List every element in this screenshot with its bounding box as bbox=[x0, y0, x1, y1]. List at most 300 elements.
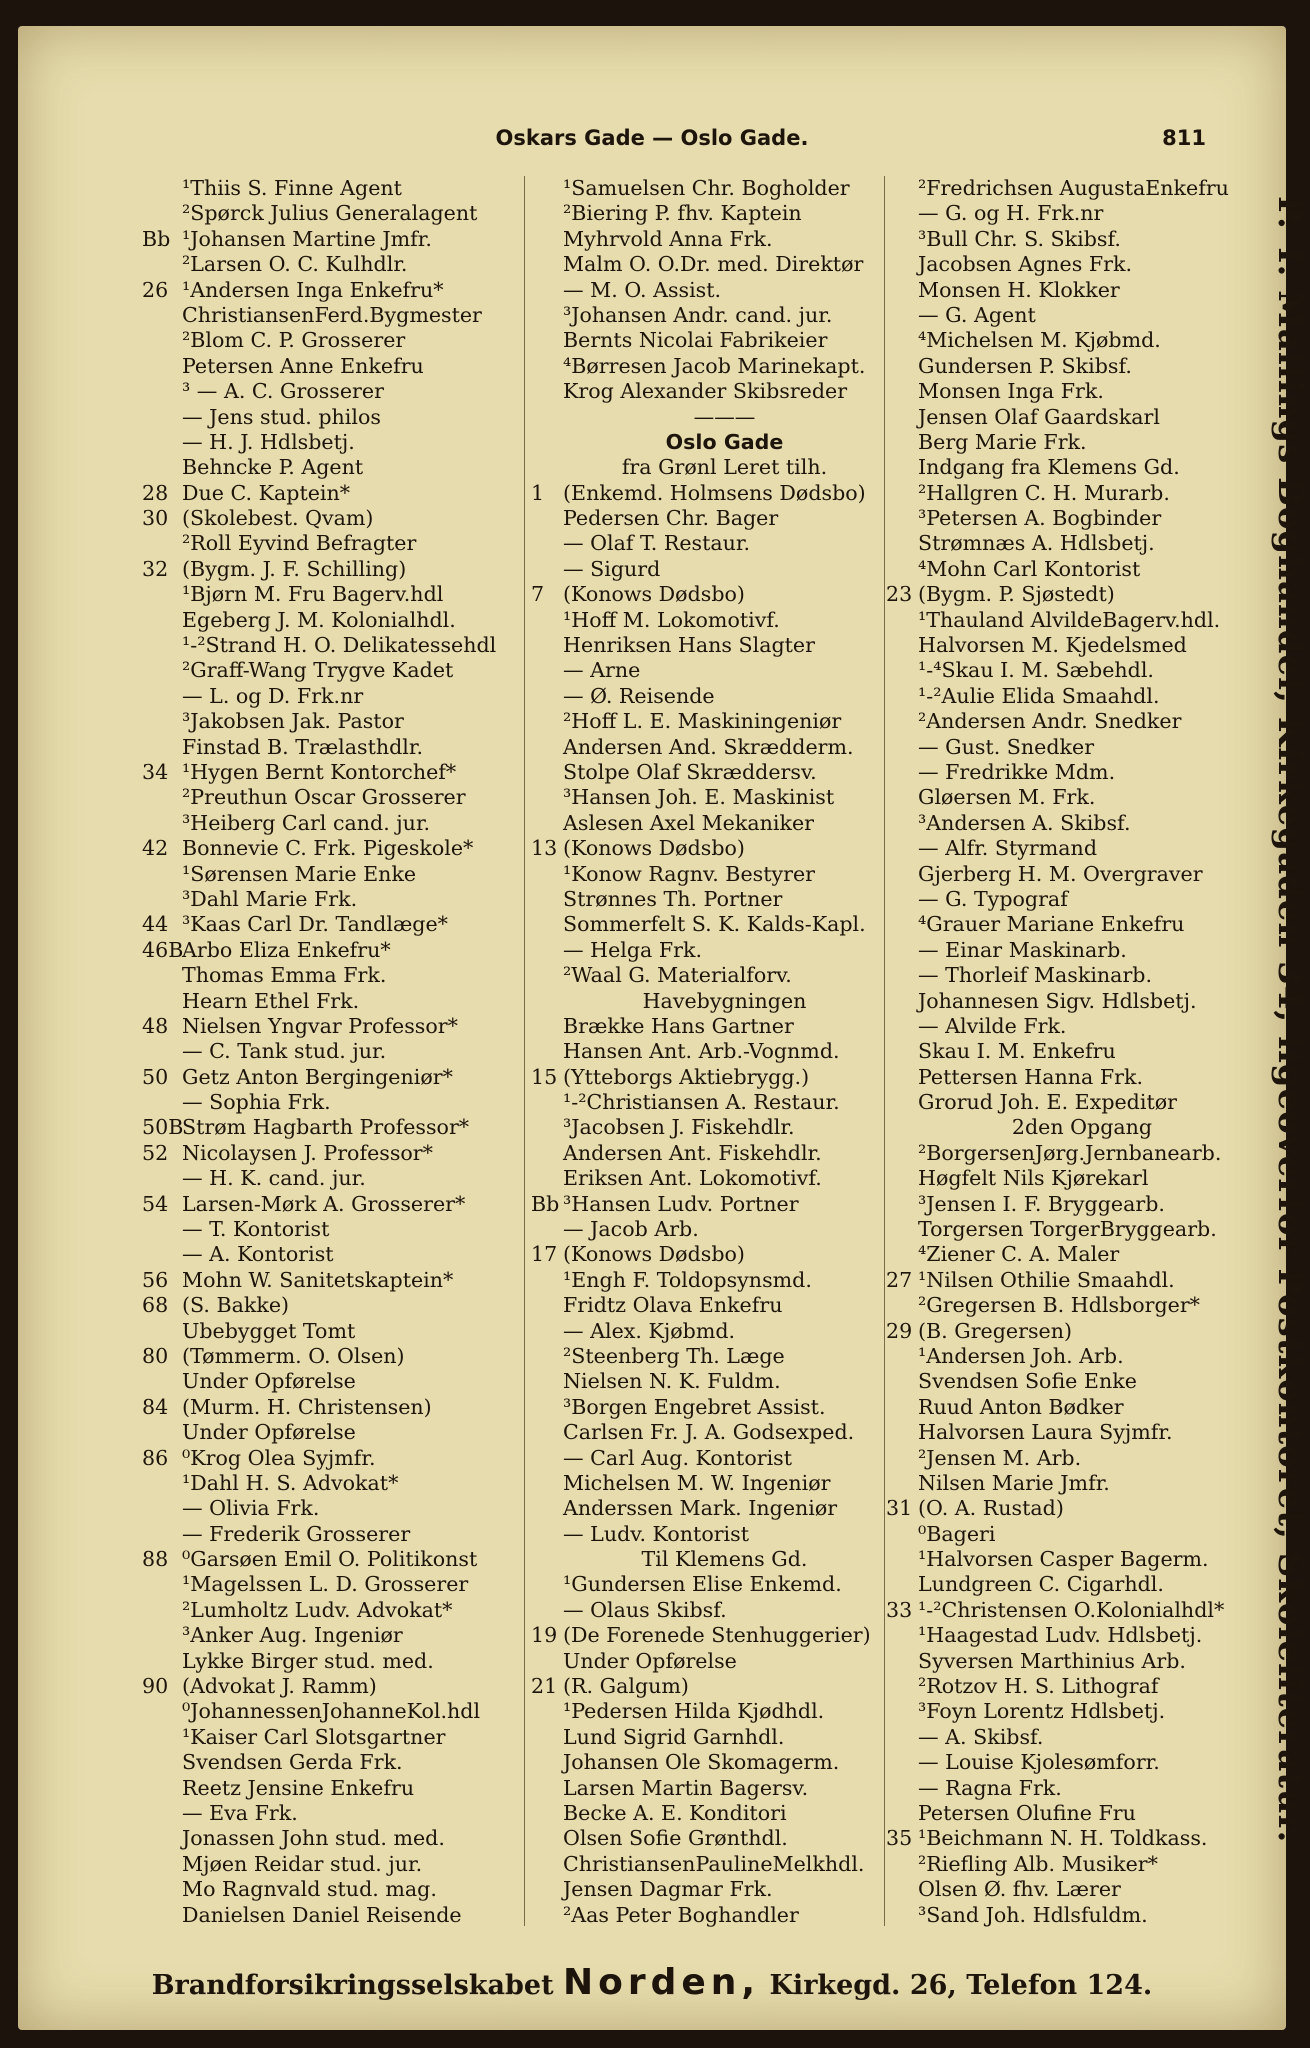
directory-entry bbox=[531, 1293, 886, 1318]
entry-text: ¹-²Christiansen A. Restaur. bbox=[563, 1090, 840, 1115]
house-number bbox=[142, 633, 182, 658]
entry-text: Andersen Ant. Fiskehdlr. bbox=[563, 1140, 822, 1165]
entry-text: ²Spørck Julius Generalagent bbox=[182, 201, 478, 226]
entry-text: Syversen Marthinius Arb. bbox=[918, 1648, 1186, 1673]
directory-entry bbox=[886, 1065, 1246, 1090]
directory-entry bbox=[148, 1369, 526, 1394]
entry-text: Pedersen Chr. Bager bbox=[563, 506, 779, 531]
directory-entry bbox=[142, 1267, 526, 1293]
entry-text: ⁰JohannessenJohanneKol.hdl bbox=[182, 1699, 481, 1724]
house-number: 19 bbox=[531, 1623, 558, 1648]
entry-text: Jonassen John stud. med. bbox=[182, 1826, 445, 1851]
directory-entry bbox=[531, 354, 886, 379]
house-number: 50B bbox=[142, 1115, 184, 1140]
entry-text: Mjøen Reidar stud. jur. bbox=[182, 1851, 423, 1876]
house-number: 88 bbox=[142, 1547, 169, 1572]
directory-entry bbox=[886, 201, 1246, 226]
entry-text: Krog Alexander Skibsreder bbox=[563, 379, 848, 404]
entry-text: Lund Sigrid Garnhdl. bbox=[563, 1724, 785, 1749]
directory-entry bbox=[531, 1826, 886, 1851]
entry-text: Michelsen M. W. Ingeniør bbox=[563, 1470, 831, 1495]
entry-text: — Fredrikke Mdm. bbox=[918, 759, 1116, 784]
house-number bbox=[142, 354, 182, 379]
directory-entry bbox=[148, 1776, 526, 1801]
entry-text: Lundgreen C. Cigarhdl. bbox=[918, 1572, 1164, 1597]
house-number bbox=[531, 811, 563, 836]
directory-entry bbox=[531, 531, 886, 556]
directory-entry bbox=[531, 760, 886, 785]
entry-text: ⁴Børresen Jacob Marinekapt. bbox=[563, 353, 866, 378]
entry-text: Berg Marie Frk. bbox=[918, 429, 1087, 454]
house-number bbox=[142, 1852, 182, 1877]
entry-text: ——— bbox=[693, 404, 756, 429]
directory-entry bbox=[531, 328, 886, 353]
house-number bbox=[886, 1166, 918, 1191]
house-number bbox=[531, 1776, 563, 1801]
entry-text: — Helga Frk. bbox=[563, 937, 703, 962]
directory-entry bbox=[531, 608, 886, 633]
entry-text: (Tømmerm. O. Olsen) bbox=[182, 1343, 405, 1368]
directory-entry bbox=[886, 912, 1246, 937]
house-number: 21 bbox=[531, 1674, 558, 1699]
house-number bbox=[531, 1344, 563, 1369]
footer-left: Brandforsikringsselskabet bbox=[151, 1970, 554, 2001]
entry-text: ⁰Bageri bbox=[918, 1521, 996, 1546]
house-number: 13 bbox=[531, 836, 558, 861]
directory-entry bbox=[531, 1598, 886, 1623]
house-number bbox=[886, 1065, 918, 1090]
house-number bbox=[886, 785, 918, 810]
entry-text: Lykke Birger stud. med. bbox=[182, 1648, 434, 1673]
house-number bbox=[886, 1242, 918, 1267]
entry-text: — G. Agent bbox=[918, 302, 1036, 327]
entry-text: Til Klemens Gd. bbox=[641, 1547, 808, 1572]
directory-entry bbox=[886, 481, 1246, 506]
entry-text: (Murm. H. Christensen) bbox=[182, 1394, 432, 1419]
house-number bbox=[886, 1852, 918, 1877]
entry-text: Fridtz Olava Enkefru bbox=[563, 1293, 783, 1318]
entry-text: Grorud Joh. E. Expeditør bbox=[918, 1090, 1177, 1115]
house-number bbox=[142, 1039, 182, 1064]
house-number bbox=[531, 1268, 563, 1293]
entry-text: (Ytteborgs Aktiebrygg.) bbox=[563, 1064, 810, 1089]
entry-text: Carlsen Fr. J. A. Godsexped. bbox=[563, 1420, 855, 1445]
directory-entry bbox=[531, 201, 886, 226]
directory-entry bbox=[148, 1826, 526, 1851]
entry-text: Johannesen Sigv. Hdlsbetj. bbox=[918, 988, 1197, 1013]
directory-entry bbox=[886, 1242, 1246, 1267]
entry-text: ²Riefling Alb. Musiker* bbox=[918, 1851, 1158, 1876]
house-number bbox=[142, 1725, 182, 1750]
entry-text: ³Heiberg Carl cand. jur. bbox=[182, 810, 431, 835]
directory-entry bbox=[531, 1801, 886, 1826]
house-number bbox=[886, 1649, 918, 1674]
directory-entry bbox=[531, 1242, 886, 1267]
entry-text: Reetz Jensine Enkefru bbox=[182, 1775, 415, 1800]
entry-text: — Einar Maskinarb. bbox=[918, 937, 1127, 962]
entry-text: Bonnevie C. Frk. Pigeskole* bbox=[182, 836, 474, 861]
directory-entry bbox=[531, 1852, 886, 1877]
house-number bbox=[531, 531, 563, 556]
entry-text: Henriksen Hans Slagter bbox=[563, 633, 815, 658]
directory-entry bbox=[531, 481, 886, 506]
house-number bbox=[886, 735, 918, 760]
entry-text: Gundersen P. Skibsf. bbox=[918, 353, 1132, 378]
house-number bbox=[531, 862, 563, 887]
entry-text: Thomas Emma Frk. bbox=[182, 963, 387, 988]
entry-text: — Thorleif Maskinarb. bbox=[918, 963, 1153, 988]
entry-text: Becke A. E. Konditori bbox=[563, 1801, 787, 1825]
entry-text: (Bygm. P. Sjøstedt) bbox=[918, 582, 1115, 607]
house-number bbox=[531, 1420, 563, 1445]
directory-entry bbox=[886, 1776, 1246, 1801]
directory-entry bbox=[531, 252, 886, 277]
entry-text: — Carl Aug. Kontorist bbox=[563, 1445, 793, 1470]
house-number bbox=[886, 760, 918, 785]
entry-text: — H. J. Hdlsbetj. bbox=[182, 429, 355, 454]
directory-entry bbox=[886, 506, 1246, 531]
house-number bbox=[886, 684, 918, 709]
entry-text: — Olivia Frk. bbox=[182, 1496, 320, 1521]
house-number bbox=[886, 963, 918, 988]
entry-text: Bernts Nicolai Fabrikeier bbox=[563, 328, 828, 353]
directory-entry bbox=[531, 735, 886, 760]
house-number bbox=[142, 887, 182, 912]
house-number bbox=[531, 608, 563, 633]
directory-entry bbox=[142, 1343, 526, 1369]
directory-entry bbox=[531, 1217, 886, 1242]
entry-text: (S. Bakke) bbox=[182, 1293, 290, 1318]
house-number: 90 bbox=[142, 1674, 169, 1699]
directory-entry bbox=[148, 684, 526, 709]
house-number bbox=[142, 531, 182, 556]
house-number: 7 bbox=[531, 582, 545, 607]
house-number bbox=[142, 1598, 182, 1623]
directory-entry bbox=[886, 989, 1246, 1014]
house-number: 17 bbox=[531, 1242, 558, 1267]
house-number bbox=[886, 862, 918, 887]
entry-text: — M. O. Assist. bbox=[563, 277, 722, 302]
house-number bbox=[886, 481, 918, 506]
entry-text: Danielsen Daniel Reisende bbox=[182, 1902, 462, 1927]
directory-page bbox=[18, 26, 1310, 2030]
entry-text: — Olaus Skibsf. bbox=[563, 1597, 727, 1622]
house-number bbox=[142, 1877, 182, 1902]
house-number bbox=[886, 709, 918, 734]
house-number bbox=[142, 1166, 182, 1191]
directory-entry bbox=[142, 759, 526, 785]
house-number: Bb bbox=[142, 226, 171, 251]
entry-text: Due C. Kaptein* bbox=[182, 480, 351, 505]
entry-text: Høgfelt Nils Kjørekarl bbox=[918, 1166, 1149, 1191]
directory-entry bbox=[148, 1166, 526, 1191]
house-number bbox=[531, 887, 563, 912]
entry-text: Olsen Sofie Grønthdl. bbox=[563, 1826, 788, 1851]
entry-text: Hearn Ethel Frk. bbox=[182, 988, 360, 1013]
house-number bbox=[142, 1319, 182, 1344]
directory-entry bbox=[148, 1852, 526, 1877]
directory-entry bbox=[531, 1344, 886, 1369]
entry-text: — Olaf T. Restaur. bbox=[563, 531, 751, 556]
entry-text: (R. Galgum) bbox=[563, 1674, 689, 1699]
entry-text: ¹Magelssen L. D. Grosserer bbox=[182, 1572, 469, 1597]
directory-entry bbox=[142, 277, 526, 303]
entry-text: ²Steenberg Th. Læge bbox=[563, 1343, 785, 1368]
directory-entry bbox=[142, 506, 526, 531]
entry-text: ³Anker Aug. Ingeniør bbox=[182, 1623, 403, 1648]
directory-entry bbox=[886, 1115, 1246, 1140]
directory-entry bbox=[531, 1039, 886, 1064]
house-number bbox=[142, 1623, 182, 1648]
house-number bbox=[531, 328, 563, 353]
directory-entry bbox=[886, 1014, 1246, 1039]
entry-text: ¹-²Aulie Elida Smaahdl. bbox=[918, 683, 1160, 708]
house-number: 44 bbox=[142, 912, 169, 937]
directory-entry bbox=[142, 1115, 526, 1140]
directory-entry bbox=[142, 1293, 526, 1318]
directory-entry bbox=[886, 354, 1246, 379]
house-number bbox=[531, 938, 563, 963]
directory-entry bbox=[886, 1090, 1246, 1115]
entry-text: ²Larsen O. C. Kulhdlr. bbox=[182, 252, 408, 277]
entry-text: ¹Gundersen Elise Enkemd. bbox=[563, 1572, 842, 1597]
directory-entry bbox=[148, 963, 526, 988]
directory-entry bbox=[886, 252, 1246, 277]
directory-entry bbox=[886, 1725, 1246, 1750]
entry-text: ³Jensen I. F. Bryggearb. bbox=[918, 1191, 1165, 1216]
entry-text: ²Hallgren C. H. Murarb. bbox=[918, 480, 1170, 505]
directory-entry bbox=[531, 633, 886, 658]
house-number: 28 bbox=[142, 480, 169, 505]
directory-entry bbox=[886, 1446, 1246, 1471]
house-number bbox=[886, 1115, 918, 1140]
entry-text: Skau I. M. Enkefru bbox=[918, 1039, 1116, 1064]
house-number: 68 bbox=[142, 1293, 169, 1318]
house-number: 35 bbox=[886, 1826, 913, 1851]
house-number bbox=[886, 1903, 918, 1928]
entry-text: (Konows Dødsbo) bbox=[563, 836, 745, 861]
directory-entry bbox=[148, 608, 526, 633]
directory-entry bbox=[886, 1877, 1246, 1902]
entry-text: Strønnes Th. Portner bbox=[563, 886, 783, 911]
house-number bbox=[886, 1217, 918, 1242]
house-number bbox=[531, 1598, 563, 1623]
directory-entry bbox=[148, 1090, 526, 1115]
entry-text: Havebygningen bbox=[642, 988, 807, 1013]
directory-entry bbox=[886, 887, 1246, 912]
directory-entry bbox=[148, 455, 526, 480]
entry-text: ³Jakobsen Jak. Pastor bbox=[182, 709, 404, 734]
house-number bbox=[142, 735, 182, 760]
directory-entry bbox=[148, 633, 526, 658]
house-number: 52 bbox=[142, 1140, 169, 1165]
entry-text: ChristiansenPaulineMelkhdl. bbox=[563, 1851, 865, 1876]
house-number: 54 bbox=[142, 1191, 169, 1216]
entry-text: Aslesen Axel Mekaniker bbox=[563, 810, 814, 835]
house-number bbox=[531, 1522, 563, 1547]
house-number bbox=[531, 430, 563, 455]
house-number bbox=[142, 1776, 182, 1801]
house-number bbox=[142, 1649, 182, 1674]
directory-entry bbox=[886, 227, 1246, 252]
house-number bbox=[886, 989, 918, 1014]
entry-text: Svendsen Gerda Frk. bbox=[182, 1750, 403, 1775]
directory-entry bbox=[886, 557, 1246, 582]
directory-entry bbox=[886, 1217, 1246, 1242]
house-number bbox=[531, 1852, 563, 1877]
house-number bbox=[886, 1192, 918, 1217]
house-number bbox=[142, 811, 182, 836]
directory-entry bbox=[531, 963, 886, 988]
entry-text: ⁴Grauer Mariane Enkefru bbox=[918, 912, 1185, 937]
house-number bbox=[142, 1699, 182, 1724]
directory-entry bbox=[531, 1192, 886, 1217]
house-number bbox=[531, 278, 563, 303]
house-number bbox=[886, 1420, 918, 1445]
entry-text: Stolpe Olaf Skræddersv. bbox=[563, 759, 817, 784]
house-number bbox=[886, 1039, 918, 1064]
entry-text: Nielsen N. K. Fuldm. bbox=[563, 1369, 781, 1394]
house-number: 46B bbox=[142, 937, 184, 962]
entry-text: ³Kaas Carl Dr. Tandlæge* bbox=[182, 912, 448, 937]
directory-entry bbox=[148, 531, 526, 556]
house-number bbox=[531, 1141, 563, 1166]
directory-entry bbox=[886, 455, 1246, 480]
entry-text: Malm O. O.Dr. med. Direktør bbox=[563, 252, 864, 277]
directory-entry bbox=[886, 176, 1246, 201]
house-number bbox=[531, 379, 563, 404]
directory-entry bbox=[886, 379, 1246, 404]
directory-entry bbox=[531, 912, 886, 937]
house-number bbox=[142, 201, 182, 226]
house-number bbox=[531, 760, 563, 785]
entry-text: ³Hansen Joh. E. Maskinist bbox=[563, 785, 835, 810]
entry-text: ³Bull Chr. S. Skibsf. bbox=[918, 226, 1121, 251]
house-number bbox=[886, 1471, 918, 1496]
house-number bbox=[531, 303, 563, 328]
directory-entry bbox=[531, 1268, 886, 1293]
directory-entry bbox=[886, 1750, 1246, 1775]
house-number: 32 bbox=[142, 556, 169, 581]
directory-entry bbox=[148, 862, 526, 887]
house-number bbox=[531, 354, 563, 379]
house-number bbox=[142, 608, 182, 633]
house-number bbox=[142, 430, 182, 455]
entry-text: ¹Andersen Joh. Arb. bbox=[918, 1343, 1124, 1368]
directory-entry bbox=[886, 430, 1246, 455]
directory-entry bbox=[531, 379, 886, 404]
entry-text: — A. Skibsf. bbox=[918, 1724, 1044, 1749]
entry-text: — C. Tank stud. jur. bbox=[182, 1039, 387, 1064]
house-number bbox=[886, 557, 918, 582]
house-number bbox=[886, 1141, 918, 1166]
entry-text: ²Rotzov H. S. Lithograf bbox=[918, 1674, 1159, 1699]
entry-text: ¹Sørensen Marie Enke bbox=[182, 861, 417, 886]
directory-entry bbox=[148, 709, 526, 734]
directory-entry bbox=[531, 1522, 886, 1547]
house-number bbox=[142, 1217, 182, 1242]
house-number bbox=[142, 1750, 182, 1775]
entry-text: — Alfr. Styrmand bbox=[918, 836, 1098, 861]
directory-entry bbox=[886, 278, 1246, 303]
house-number bbox=[886, 303, 918, 328]
entry-text: Ruud Anton Bødker bbox=[918, 1394, 1124, 1419]
entry-text: (Enkemd. Holmsens Dødsbo) bbox=[563, 480, 866, 505]
directory-entry bbox=[886, 836, 1246, 861]
entry-text: ³ — A. C. Grosserer bbox=[182, 379, 384, 404]
entry-text: Halvorsen Laura Syjmfr. bbox=[918, 1420, 1173, 1445]
entry-text: (Konows Dødsbo) bbox=[563, 582, 745, 607]
directory-entry bbox=[531, 1496, 886, 1521]
house-number bbox=[886, 354, 918, 379]
entry-text: ³Petersen A. Bogbinder bbox=[918, 506, 1162, 531]
directory-entry bbox=[142, 1064, 526, 1090]
house-number: 26 bbox=[142, 277, 169, 302]
directory-entry bbox=[531, 1725, 886, 1750]
directory-entry bbox=[531, 1776, 886, 1801]
house-number bbox=[531, 735, 563, 760]
entry-text: ³Foyn Lorentz Hdlsbetj. bbox=[918, 1699, 1166, 1724]
entry-text: — T. Kontorist bbox=[182, 1217, 330, 1242]
entry-text: Monsen Inga Frk. bbox=[918, 379, 1104, 404]
house-number bbox=[531, 912, 563, 937]
entry-text: Strømnæs A. Hdlsbetj. bbox=[918, 531, 1155, 556]
house-number bbox=[531, 1547, 563, 1572]
directory-entry bbox=[531, 1699, 886, 1724]
directory-entry bbox=[531, 1750, 886, 1775]
directory-entry bbox=[148, 785, 526, 810]
house-number: 31 bbox=[886, 1496, 913, 1521]
entry-text: ³Dahl Marie Frk. bbox=[182, 886, 358, 911]
directory-entry bbox=[148, 658, 526, 683]
entry-text: ¹Johansen Martine Jmfr. bbox=[182, 226, 432, 251]
entry-text: ¹Kaiser Carl Slotsgartner bbox=[182, 1724, 446, 1749]
house-number: 50 bbox=[142, 1064, 169, 1089]
house-number bbox=[531, 455, 563, 480]
house-number bbox=[886, 1522, 918, 1547]
directory-entry bbox=[886, 1852, 1246, 1877]
house-number bbox=[886, 1877, 918, 1902]
directory-entry bbox=[886, 582, 1246, 607]
house-number bbox=[886, 887, 918, 912]
entry-text: ⁴Michelsen M. Kjøbmd. bbox=[918, 328, 1161, 353]
house-number bbox=[142, 1420, 182, 1445]
directory-entry bbox=[531, 1649, 886, 1674]
entry-text: ¹-⁴Skau I. M. Sæbehdl. bbox=[918, 658, 1154, 683]
house-number bbox=[531, 1319, 563, 1344]
entry-text: (Skolebest. Qvam) bbox=[182, 506, 374, 531]
directory-entry bbox=[531, 684, 886, 709]
entry-text: ¹Samuelsen Chr. Bogholder bbox=[563, 176, 850, 200]
directory-entry bbox=[531, 1166, 886, 1191]
directory-entry bbox=[142, 1191, 526, 1217]
directory-entry bbox=[886, 1826, 1246, 1851]
directory-entry bbox=[148, 1649, 526, 1674]
directory-entry bbox=[148, 1039, 526, 1064]
entry-text: — Ragna Frk. bbox=[918, 1775, 1062, 1800]
entry-text: Sommerfelt S. K. Kalds-Kapl. bbox=[563, 912, 866, 937]
directory-entry bbox=[531, 1547, 886, 1572]
directory-entry bbox=[886, 1192, 1246, 1217]
directory-entry bbox=[531, 1115, 886, 1140]
house-number bbox=[886, 811, 918, 836]
house-number: 27 bbox=[886, 1267, 913, 1292]
house-number bbox=[886, 176, 918, 201]
entry-text: Olsen Ø. fhv. Lærer bbox=[918, 1877, 1121, 1902]
house-number bbox=[886, 1369, 918, 1394]
house-number bbox=[886, 252, 918, 277]
entry-text: Mo Ragnvald stud. mag. bbox=[182, 1877, 437, 1902]
